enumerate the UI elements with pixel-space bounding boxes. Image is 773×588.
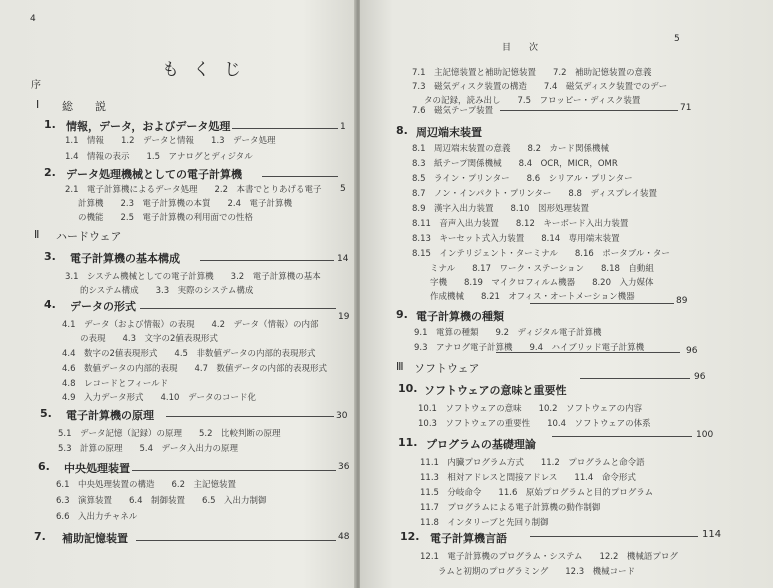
leader-line: [500, 110, 678, 111]
toc-sub-line: の表現 4.3 文字の2値表現形式: [80, 334, 218, 344]
chapter-4-title: データの形式: [70, 300, 136, 313]
toc-sub-line: 3.1 システム機械としての電子計算機 3.2 電子計算機の基本: [65, 272, 321, 282]
leader-line: [496, 352, 680, 353]
chapter-1-title: 情報，データ，およびデータ処理: [66, 120, 231, 133]
chapter-5-page: 30: [336, 411, 348, 421]
chapter-7-number: 7.: [34, 530, 46, 543]
toc-sub-line: の機能 2.5 電子計算機の利用面での性格: [78, 213, 254, 223]
leader-line: [166, 416, 334, 417]
part-3-roman: Ⅲ: [396, 360, 404, 373]
chapter-12-title: 電子計算機言語: [430, 532, 507, 545]
chapter-11-page: 100: [696, 430, 714, 440]
chapter-6-title: 中央処理装置: [64, 462, 130, 475]
part-2-roman: Ⅱ: [34, 228, 40, 241]
toc-sub-line: ミナル 8.17 ワーク・ステーション 8.18 自動組: [430, 264, 654, 274]
leader-line: [140, 308, 336, 309]
chapter-12-page: 114: [702, 529, 722, 540]
toc-sub-line: 8.11 音声入出力装置 8.12 キーボード入出力装置: [412, 219, 629, 229]
chapter-10-title: ソフトウェアの意味と重要性: [424, 384, 567, 397]
toc-sub-line: 11.8 インタリーブと先回り制御: [420, 518, 549, 528]
chapter-6-page: 36: [338, 462, 350, 472]
toc-sub-line: 4.8 レコードとフィールド: [62, 379, 169, 389]
chapter-10-page: 96: [694, 372, 706, 382]
chapter-1-number: 1.: [44, 118, 56, 131]
leader-line: [552, 436, 692, 437]
toc-sub-line: 7.6 磁気テープ装置: [412, 106, 494, 116]
toc-sub-line: 6.3 演算装置 6.4 制御装置 6.5 入出力制御: [56, 496, 267, 506]
toc-sub-line: 11.7 プログラムによる電子計算機の動作制御: [420, 503, 601, 513]
chapter-7-end-page: 71: [680, 103, 692, 113]
chapter-7-title: 補助記憶装置: [62, 532, 128, 545]
toc-sub-line: 10.3 ソフトウェアの重要性 10.4 ソフトウェアの体系: [418, 419, 651, 429]
right-page: [360, 0, 773, 588]
toc-sub-line: 11.1 内臓プログラム方式 11.2 プログラムと命令語: [420, 458, 645, 468]
chapter-9-page: 89: [676, 296, 688, 306]
right-page-number: 5: [674, 34, 680, 44]
part-3-page: 96: [686, 346, 698, 356]
leader-line: [200, 260, 334, 261]
part-1-roman: Ⅰ: [36, 98, 40, 111]
toc-sub-line: 8.15 インテリジェント・ターミナル 8.16 ポータブル・ター: [412, 249, 670, 259]
toc-sub-line: 11.3 相対アドレスと間接アドレス 11.4 命令形式: [420, 473, 636, 483]
toc-sub-line: 8.3 紙テープ関係機械 8.4 OCR，MICR，OMR: [412, 159, 618, 169]
toc-sub-line: 6.1 中央処理装置の構造 6.2 主記憶装置: [56, 480, 237, 490]
toc-sub-line: 4.1 データ（および情報）の表現 4.2 データ（情報）の内部: [62, 320, 319, 330]
chapter-5-title: 電子計算機の原理: [66, 409, 154, 422]
chapter-2-title: データ処理機械としての電子計算機: [66, 168, 242, 181]
left-page-number: 4: [30, 14, 36, 24]
chapter-1-page: 1: [340, 122, 346, 132]
chapter-7-page: 48: [338, 532, 350, 542]
toc-sub-line: 9.3 アナログ電子計算機 9.4 ハイブリッド電子計算機: [414, 343, 645, 353]
leader-line: [580, 378, 690, 379]
toc-sub-line: 12.1 電子計算機のプログラム・システム 12.2 機械語プログ: [420, 552, 678, 562]
leader-line: [136, 540, 336, 541]
toc-sub-line: 的システム構成 3.3 実際のシステム構成: [80, 286, 254, 296]
toc-sub-line: 4.4 数字の2値表現形式 4.5 非数値データの内部的表現形式: [62, 349, 316, 359]
toc-sub-line: 8.7 ノン・インパクト・プリンター 8.8 ディスプレイ装置: [412, 189, 657, 199]
toc-sub-line: 6.6 入出力チャネル: [56, 512, 138, 522]
toc-sub-line: 作成機械 8.21 オフィス・オートメーション機器: [430, 292, 635, 302]
leader-line: [232, 128, 338, 129]
chapter-11-number: 11.: [398, 436, 418, 449]
leader-line: [132, 470, 336, 471]
part-3-label: ソフトウェア: [414, 362, 480, 375]
chapter-6-number: 6.: [38, 460, 50, 473]
toc-sub-line: 7.3 磁気ディスク装置の構造 7.4 磁気ディスク装置でのデー: [412, 82, 668, 92]
chapter-12-number: 12.: [400, 530, 420, 543]
left-page: [0, 0, 356, 588]
running-header: 目 次: [502, 43, 539, 53]
toc-sub-line: 11.5 分岐命令 11.6 原始プログラムと目的プログラム: [420, 488, 654, 498]
chapter-8-number: 8.: [396, 124, 408, 137]
leader-line: [530, 303, 674, 304]
chapter-4-number: 4.: [44, 298, 56, 311]
chapter-11-title: プログラムの基礎理論: [426, 438, 536, 451]
toc-sub-line: 2.1 電子計算機によるデータ処理 2.2 本書でとりあげる電子: [65, 185, 322, 195]
part-1-label: 総 説: [62, 100, 106, 113]
toc-sub-line: 5.3 計算の原理 5.4 データ入出力の原理: [58, 444, 239, 454]
toc-title: もくじ: [162, 60, 255, 80]
toc-sub-line: 5.1 データ記憶（記録）の原理 5.2 比較判断の原理: [58, 429, 281, 439]
chapter-3-number: 3.: [44, 250, 56, 263]
toc-sub-line: 1.4 情報の表示 1.5 アナログとディジタル: [65, 152, 253, 162]
toc-sub-line: 8.9 漢字入出力装置 8.10 図形処理装置: [412, 204, 589, 214]
chapter-8-title: 周辺端末装置: [416, 126, 482, 139]
toc-sub-line: 7.1 主記憶装置と補助記憶装置 7.2 補助記憶装置の意義: [412, 68, 652, 78]
chapter-3-page: 14: [337, 254, 349, 264]
leader-line: [262, 176, 338, 177]
toc-sub-line: 4.9 入力データ形式 4.10 データのコード化: [62, 393, 256, 403]
chapter-2-page: 5: [340, 184, 346, 194]
toc-sub-line: 8.1 周辺端末装置の意義 8.2 カード関係機械: [412, 144, 610, 154]
leader-line: [530, 536, 698, 537]
toc-sub-line: 計算機 2.3 電子計算機の本質 2.4 電子計算機: [78, 199, 293, 209]
toc-sub-line: 8.13 キーセット式入力装置 8.14 専用端末装置: [412, 234, 620, 244]
chapter-3-title: 電子計算機の基本構成: [70, 252, 180, 265]
chapter-9-title: 電子計算機の種類: [416, 310, 504, 323]
chapter-4-page: 19: [338, 312, 350, 322]
toc-sub-line: ラムと初期のプログラミング 12.3 機械コード: [438, 567, 636, 577]
preface-entry: 序: [31, 80, 41, 91]
toc-sub-line: タの記録，読み出し 7.5 フロッピー・ディスク装置: [424, 96, 641, 106]
chapter-9-number: 9.: [396, 308, 408, 321]
toc-sub-line: 4.6 数値データの内部的表現 4.7 数値データの内部的表現形式: [62, 364, 328, 374]
toc-sub-line: 8.5 ライン・プリンター 8.6 シリアル・プリンター: [412, 174, 633, 184]
chapter-10-number: 10.: [398, 382, 418, 395]
part-2-label: ハードウェア: [56, 230, 122, 243]
toc-sub-line: 10.1 ソフトウェアの意味 10.2 ソフトウェアの内容: [418, 404, 643, 414]
chapter-2-number: 2.: [44, 166, 56, 179]
chapter-5-number: 5.: [40, 407, 52, 420]
toc-sub-line: 9.1 電算の種類 9.2 ディジタル電子計算機: [414, 328, 602, 338]
toc-sub-line: 字機 8.19 マイクロフィルム機器 8.20 入力媒体: [430, 278, 654, 288]
toc-sub-line: 1.1 情報 1.2 データと情報 1.3 データ処理: [65, 136, 276, 146]
